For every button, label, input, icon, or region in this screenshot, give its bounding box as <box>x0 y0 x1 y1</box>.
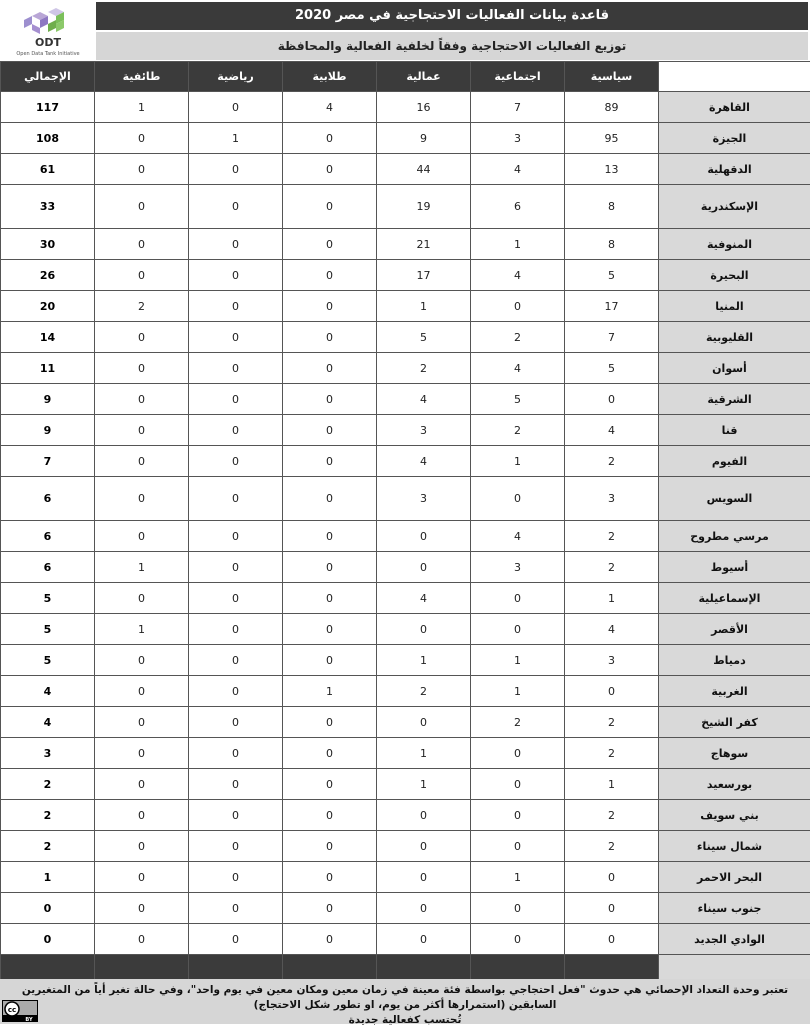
table-cell: 0 <box>283 353 377 384</box>
table-cell: 0 <box>189 707 283 738</box>
table-cell: 0 <box>565 676 659 707</box>
table-cell: 0 <box>95 645 189 676</box>
table-cell: 6 <box>471 185 565 229</box>
cell-total: 4 <box>1 707 95 738</box>
table-cell: 0 <box>189 521 283 552</box>
governorate-label: البحيرة <box>659 260 810 291</box>
table-cell: 2 <box>565 738 659 769</box>
table-row <box>1 353 810 384</box>
table-row <box>1 229 810 260</box>
table-row <box>1 291 810 322</box>
table-cell: 0 <box>189 676 283 707</box>
cell-total: 20 <box>1 291 95 322</box>
table-row <box>1 446 810 477</box>
footnote-line-1: تعتبر وحدة التعداد الإحصائي هي حدوث "فعل احتجاجي بواسطة فئة معينة في زمان معين ومكان معين في يوم واحد"، وفي حالة تغير أياً من المتغيرين السابقين (استمرارها أكثر من يوم، او تطور شكل الاحتجاج) <box>0 983 810 1013</box>
governorate-label: دمياط <box>659 645 810 676</box>
cell-total: 30 <box>1 229 95 260</box>
table-row <box>1 521 810 552</box>
governorate-label: قنا <box>659 415 810 446</box>
table-cell: 5 <box>565 260 659 291</box>
table-cell: 3 <box>565 477 659 521</box>
table-row <box>1 583 810 614</box>
table-row <box>1 260 810 291</box>
table-cell: 1 <box>377 769 471 800</box>
table-row <box>1 800 810 831</box>
header-labor: عمالية <box>377 62 471 92</box>
cell-total: 9 <box>1 384 95 415</box>
table-cell: 0 <box>189 92 283 123</box>
table-cell: 1 <box>565 583 659 614</box>
governorate-label: شمال سيناء <box>659 831 810 862</box>
table-cell: 17 <box>377 260 471 291</box>
odt-logo <box>2 2 94 60</box>
governorate-label: جنوب سيناء <box>659 893 810 924</box>
governorate-label: الإسماعيلية <box>659 583 810 614</box>
table-cell: 0 <box>95 154 189 185</box>
table-cell: 0 <box>377 893 471 924</box>
table-row <box>1 154 810 185</box>
governorate-label: المنيا <box>659 291 810 322</box>
table-cell: 0 <box>189 583 283 614</box>
table-cell: 7 <box>565 322 659 353</box>
table-cell: 0 <box>471 893 565 924</box>
cell-total: 6 <box>1 521 95 552</box>
governorate-label: أسيوط <box>659 552 810 583</box>
table-cell: 0 <box>283 229 377 260</box>
table-cell: 0 <box>189 645 283 676</box>
table-cell: 0 <box>189 769 283 800</box>
governorate-label: بني سويف <box>659 800 810 831</box>
table-cell: 5 <box>377 322 471 353</box>
table-cell: 0 <box>95 769 189 800</box>
table-cell: 0 <box>377 614 471 645</box>
table-cell: 0 <box>471 614 565 645</box>
table-cell: 0 <box>283 552 377 583</box>
table-cell: 2 <box>565 521 659 552</box>
table-cell: 89 <box>565 92 659 123</box>
governorate-label: الفيوم <box>659 446 810 477</box>
table-row <box>1 924 810 955</box>
footnote <box>0 979 810 1024</box>
table-cell: 0 <box>471 738 565 769</box>
cell-total: 2 <box>1 831 95 862</box>
table-cell: 0 <box>189 322 283 353</box>
table-cell: 0 <box>377 831 471 862</box>
table-cell: 0 <box>189 154 283 185</box>
cell-total: 7 <box>1 446 95 477</box>
table-cell: 0 <box>95 415 189 446</box>
table-cell: 0 <box>189 415 283 446</box>
table-cell: 2 <box>565 446 659 477</box>
table-cell: 0 <box>189 924 283 955</box>
table-cell: 0 <box>283 123 377 154</box>
table-cell: 2 <box>377 353 471 384</box>
table-cell: 0 <box>471 800 565 831</box>
table-cell: 0 <box>565 862 659 893</box>
table-cell: 0 <box>377 924 471 955</box>
table-cell: 0 <box>471 477 565 521</box>
governorate-label: الأقصر <box>659 614 810 645</box>
table-cell: 2 <box>565 831 659 862</box>
logo-name: ODT <box>35 36 61 49</box>
table-row <box>1 552 810 583</box>
table-cell: 0 <box>95 893 189 924</box>
table-cell: 0 <box>95 123 189 154</box>
table-row <box>1 384 810 415</box>
table-row <box>1 415 810 446</box>
table-cell: 0 <box>95 707 189 738</box>
governorate-label: الإسكندرية <box>659 185 810 229</box>
table-cell: 1 <box>377 645 471 676</box>
table-cell: 0 <box>377 800 471 831</box>
governorate-label: الدقهلية <box>659 154 810 185</box>
table-row <box>1 92 810 123</box>
creative-commons-badge <box>2 1000 38 1022</box>
table-cell: 0 <box>283 260 377 291</box>
table-cell: 0 <box>471 924 565 955</box>
table-cell: 1 <box>471 862 565 893</box>
table-cell: 7 <box>471 92 565 123</box>
cell-total: 6 <box>1 552 95 583</box>
cell-total: 0 <box>1 893 95 924</box>
table-cell: 0 <box>95 583 189 614</box>
table-cell: 0 <box>283 415 377 446</box>
table-cell: 0 <box>283 614 377 645</box>
table-cell: 0 <box>189 384 283 415</box>
governorate-label: السويس <box>659 477 810 521</box>
table-row <box>1 831 810 862</box>
table-cell: 0 <box>283 831 377 862</box>
governorate-label: الغربية <box>659 676 810 707</box>
table-cell: 2 <box>377 676 471 707</box>
table-cell: 2 <box>565 707 659 738</box>
table-cell: 1 <box>377 738 471 769</box>
table-row <box>1 769 810 800</box>
table-cell: 2 <box>565 800 659 831</box>
table-cell: 0 <box>189 738 283 769</box>
table-row <box>1 614 810 645</box>
table-cell: 19 <box>377 185 471 229</box>
table-cell: 1 <box>377 291 471 322</box>
table-cell: 0 <box>189 260 283 291</box>
table-cell: 0 <box>95 521 189 552</box>
table-cell: 0 <box>95 676 189 707</box>
table-cell: 0 <box>283 185 377 229</box>
table-cell: 1 <box>189 123 283 154</box>
table-cell: 0 <box>95 800 189 831</box>
table-cell: 1 <box>471 229 565 260</box>
table-cell: 0 <box>95 229 189 260</box>
table-cell: 0 <box>95 831 189 862</box>
table-cell: 0 <box>189 552 283 583</box>
table-cell: 3 <box>377 477 471 521</box>
table-cell: 1 <box>95 92 189 123</box>
table-row <box>1 322 810 353</box>
table-cell: 4 <box>377 583 471 614</box>
governorate-label: بورسعيد <box>659 769 810 800</box>
cell-total: 2 <box>1 800 95 831</box>
page-title: قاعدة بيانات الفعاليات الاحتجاجية في مصر 2020 <box>96 2 808 30</box>
cell-total: 11 <box>1 353 95 384</box>
governorate-label: الوادي الجديد <box>659 924 810 955</box>
table-cell: 0 <box>283 521 377 552</box>
table-cell: 4 <box>471 353 565 384</box>
table-cell: 0 <box>95 384 189 415</box>
table-cell: 17 <box>565 291 659 322</box>
table-cell: 0 <box>95 477 189 521</box>
table-cell: 0 <box>283 477 377 521</box>
table-cell: 0 <box>95 446 189 477</box>
table-cell: 3 <box>565 645 659 676</box>
cell-total: 117 <box>1 92 95 123</box>
cell-total: 5 <box>1 583 95 614</box>
table-cell: 5 <box>565 353 659 384</box>
table-cell: 0 <box>565 924 659 955</box>
logo-mark-icon <box>24 8 64 34</box>
table-cell: 5 <box>471 384 565 415</box>
table-cell: 0 <box>189 862 283 893</box>
table-cell: 0 <box>189 353 283 384</box>
page-subtitle: توزيع الفعاليات الاحتجاجية وفقاً لخلفية الفعالية والمحافظة <box>96 32 808 60</box>
cell-total: 3 <box>1 738 95 769</box>
table-cell: 1 <box>471 676 565 707</box>
table-cell: 4 <box>377 446 471 477</box>
table-cell: 0 <box>189 446 283 477</box>
table-cell: 0 <box>95 738 189 769</box>
table-cell: 0 <box>95 185 189 229</box>
cell-total: 1 <box>1 862 95 893</box>
table-cell: 4 <box>471 260 565 291</box>
table-cell: 4 <box>283 92 377 123</box>
by-label: BY <box>25 1017 33 1022</box>
cell-total: 61 <box>1 154 95 185</box>
table-cell: 4 <box>377 384 471 415</box>
table-cell: 0 <box>283 583 377 614</box>
table-cell: 3 <box>471 123 565 154</box>
table-cell: 0 <box>189 800 283 831</box>
governorate-label: الشرقية <box>659 384 810 415</box>
table-cell: 3 <box>377 415 471 446</box>
table-cell: 0 <box>471 583 565 614</box>
table-cell: 1 <box>283 676 377 707</box>
table-cell: 13 <box>565 154 659 185</box>
header-political: سياسية <box>565 62 659 92</box>
header-sectarian: طائفية <box>95 62 189 92</box>
table-cell: 2 <box>95 291 189 322</box>
table-cell: 0 <box>283 893 377 924</box>
table-cell: 0 <box>189 291 283 322</box>
header-governorate <box>659 62 810 92</box>
table-cell: 0 <box>565 384 659 415</box>
table-cell: 1 <box>471 446 565 477</box>
table-cell: 0 <box>283 322 377 353</box>
table-cell: 21 <box>377 229 471 260</box>
table-cell: 0 <box>283 800 377 831</box>
table-cell: 0 <box>565 893 659 924</box>
table-cell: 2 <box>565 552 659 583</box>
table-cell: 16 <box>377 92 471 123</box>
cell-total: 26 <box>1 260 95 291</box>
cell-total: 9 <box>1 415 95 446</box>
table-cell: 0 <box>283 738 377 769</box>
table-cell: 0 <box>95 862 189 893</box>
table-row <box>1 738 810 769</box>
header-total: الإجمالي <box>1 62 95 92</box>
table-cell: 95 <box>565 123 659 154</box>
cell-total: 108 <box>1 123 95 154</box>
governorate-label: الجيزة <box>659 123 810 154</box>
table-cell: 0 <box>95 353 189 384</box>
table-cell: 2 <box>471 322 565 353</box>
table-cell: 0 <box>471 769 565 800</box>
governorate-label: القاهرة <box>659 92 810 123</box>
cell-total: 14 <box>1 322 95 353</box>
cc-label: cc <box>8 1006 16 1014</box>
table-row <box>1 893 810 924</box>
table-cell: 4 <box>471 521 565 552</box>
table-cell: 9 <box>377 123 471 154</box>
table-cell: 8 <box>565 229 659 260</box>
table-cell: 0 <box>283 154 377 185</box>
header-row <box>1 62 810 92</box>
cell-total: 5 <box>1 645 95 676</box>
table-cell: 0 <box>471 831 565 862</box>
table-cell: 4 <box>471 154 565 185</box>
table-row <box>1 123 810 154</box>
table-cell: 0 <box>283 446 377 477</box>
table-cell: 0 <box>377 552 471 583</box>
table-cell: 1 <box>95 552 189 583</box>
governorate-label: البحر الاحمر <box>659 862 810 893</box>
governorate-label: المنوفية <box>659 229 810 260</box>
table-cell: 4 <box>565 614 659 645</box>
cell-total: 6 <box>1 477 95 521</box>
table-cell: 0 <box>189 893 283 924</box>
table-cell: 44 <box>377 154 471 185</box>
table-cell: 0 <box>95 322 189 353</box>
cell-total: 5 <box>1 614 95 645</box>
table-cell: 4 <box>565 415 659 446</box>
header-sports: رياضية <box>189 62 283 92</box>
footnote-line-2: تُحتسب كفعالية جديدة <box>0 1013 810 1028</box>
table-cell: 1 <box>565 769 659 800</box>
cell-total: 0 <box>1 924 95 955</box>
cell-total: 33 <box>1 185 95 229</box>
table-cell: 3 <box>471 552 565 583</box>
cell-total: 2 <box>1 769 95 800</box>
table-cell: 0 <box>189 831 283 862</box>
header-social: اجتماعية <box>471 62 565 92</box>
logo-tagline: Open Data Tank Initiative <box>16 51 79 57</box>
table-cell: 0 <box>189 185 283 229</box>
governorate-label: القليوبية <box>659 322 810 353</box>
data-table <box>0 61 810 989</box>
table-cell: 0 <box>283 384 377 415</box>
table-cell: 0 <box>189 614 283 645</box>
table-cell: 0 <box>283 769 377 800</box>
table-row <box>1 676 810 707</box>
table-row <box>1 185 810 229</box>
table-row <box>1 645 810 676</box>
table-cell: 0 <box>471 291 565 322</box>
table-cell: 0 <box>377 862 471 893</box>
table-cell: 0 <box>189 229 283 260</box>
table-cell: 0 <box>189 477 283 521</box>
table-row <box>1 477 810 521</box>
governorate-label: أسوان <box>659 353 810 384</box>
cell-total: 4 <box>1 676 95 707</box>
table-cell: 0 <box>377 521 471 552</box>
table-cell: 0 <box>95 260 189 291</box>
table-cell: 0 <box>377 707 471 738</box>
table-cell: 2 <box>471 707 565 738</box>
table-body <box>1 92 810 989</box>
table-cell: 8 <box>565 185 659 229</box>
governorate-label: مرسي مطروح <box>659 521 810 552</box>
table-cell: 0 <box>283 862 377 893</box>
table-cell: 2 <box>471 415 565 446</box>
table-cell: 1 <box>471 645 565 676</box>
table-row <box>1 707 810 738</box>
table-row <box>1 862 810 893</box>
table-cell: 0 <box>283 291 377 322</box>
table-cell: 0 <box>283 924 377 955</box>
governorate-label: كفر الشيخ <box>659 707 810 738</box>
table-cell: 0 <box>283 645 377 676</box>
header-students: طلابية <box>283 62 377 92</box>
table-cell: 0 <box>95 924 189 955</box>
governorate-label: سوهاج <box>659 738 810 769</box>
table-cell: 1 <box>95 614 189 645</box>
table-cell: 0 <box>283 707 377 738</box>
